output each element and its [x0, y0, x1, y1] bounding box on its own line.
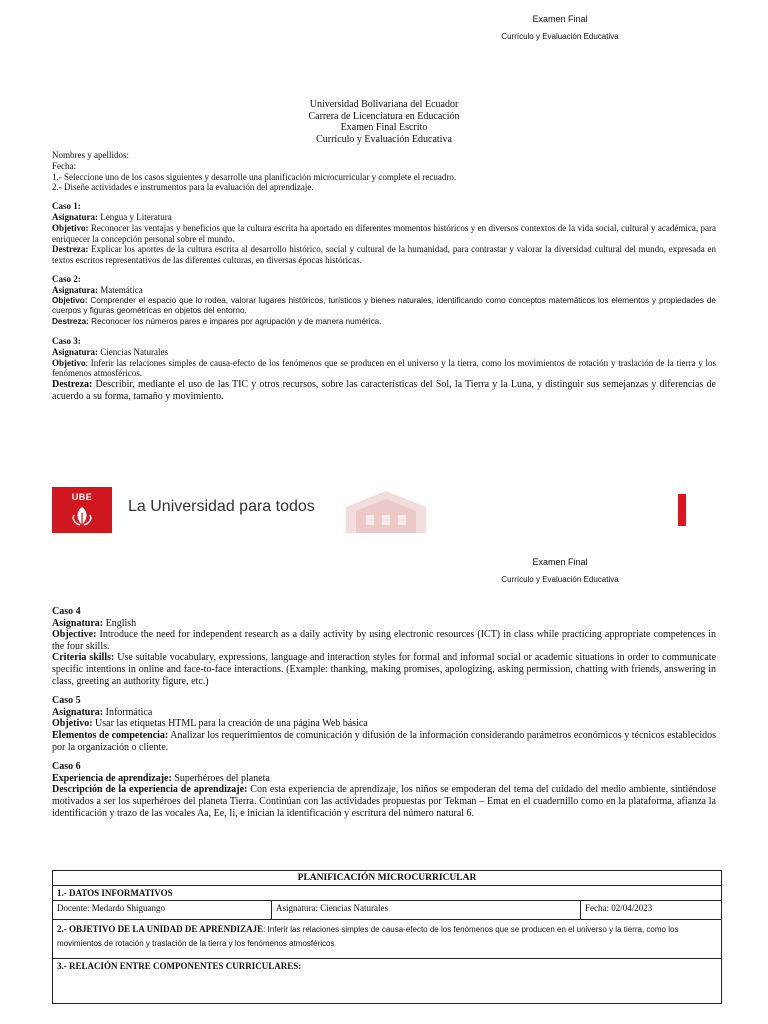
date-field-label: Fecha:: [52, 160, 76, 171]
header-course-label: Currículo y Evaluación Educativa: [501, 575, 619, 584]
exam-name: Examen Final Escrito: [340, 122, 428, 133]
skill-text: Describir, mediante el uso de las TIC y otros recursos, sobre las características del Sol, la Tierra y la Luna, y distinguir sus semejanzas y diferencias de acuerdo a su forma, tamaño y movimiento.: [52, 379, 716, 402]
ube-logo: [52, 487, 112, 533]
building-graphic-icon: [326, 487, 446, 533]
section-3-heading: 3.- RELACIÓN ENTRE COMPONENTES CURRICULARES:: [57, 961, 302, 971]
subject-value: English: [103, 617, 137, 629]
names-field-label: Nombres y apellidos:: [52, 150, 129, 160]
course-name: Currículo y Evaluación Educativa: [316, 133, 452, 145]
subject-label: Asignatura:: [52, 617, 104, 629]
career-name: Carrera de Licenciatura en Educación: [308, 110, 460, 122]
experience-label: Experiencia de aprendizaje:: [52, 772, 172, 784]
subject-value: Informática: [103, 706, 153, 718]
description-text: Con esta experiencia de aprendizaje, los niños se empoderan del tema del cuidado del medio ambiente, sintiéndose motivados a ser los superhéroes del planeta Tierra. Continúan con las actividades propuestas por Tekman – Emat en el cuadernillo como en la plataforma, afianza la identificación y trazo de las vocales Aa, Ee, Ii, e inician la identificación y escritura del número natural 6.: [52, 784, 716, 819]
university-name: Universidad Bolivariana del Ecuador: [309, 99, 459, 110]
case-6: [52, 761, 716, 819]
section-2-heading: 2.- OBJETIVO DE LA UNIDAD DE APRENDIZAJE: [57, 924, 264, 934]
objective-label: Objective:: [52, 629, 97, 641]
subject-value: Ciencias Naturales: [98, 346, 168, 357]
table-row: [53, 871, 722, 886]
case-title: Caso 4: [52, 606, 81, 617]
skill-text: Reconocer los números pares e impares por agrupación y de manera numérica.: [88, 317, 382, 327]
subject-label: Asignatura:: [52, 346, 99, 357]
objective-label: Objetivo:: [52, 718, 93, 730]
objective-text: Introduce the need for independent research as a daily activity by using electronic resources (ICT) in class while practicing appropriate competences in the four skills.: [52, 629, 716, 652]
section-2-text: : Inferir las relaciones simples de causa-efecto de los fenómenos que se producen en el universo y la tierra, como los movimientos de rotación y traslación de la tierra y los fenómenos atmosféricos: [57, 925, 679, 948]
table-row: [53, 901, 722, 920]
objective-text: Usar las etiquetas HTML para la creación de una página Web básica: [92, 718, 368, 730]
case-title: Caso 1:: [52, 201, 81, 212]
header-exam-label: Examen Final: [532, 14, 588, 24]
table-title: PLANIFICACIÓN MICROCURRICULAR: [53, 871, 722, 886]
objective-label: Objetivo:: [52, 295, 88, 305]
cases-block-2: [52, 606, 716, 819]
table-row: [53, 959, 722, 1004]
case-5: [52, 695, 716, 753]
elements-label: Elementos de competencia:: [52, 729, 169, 741]
page-header: [490, 13, 630, 43]
case-3: [52, 336, 716, 402]
subject-value: Lengua y Literatura: [98, 211, 172, 222]
objective-text: Reconocer las ventajas y beneficios que la cultura escrita ha aportado en diferentes momentos históricos y en diversos contextos de la vida social, cultural y académica, para enriquecer la concepción personal sobre el mundo.: [52, 222, 716, 244]
subject-label: Asignatura:: [52, 211, 99, 222]
subject-label: Asignatura:: [52, 284, 99, 295]
subject-cell: Asignatura: Ciencias Naturales: [272, 901, 581, 920]
skill-label: Destreza:: [52, 379, 93, 391]
case-4: [52, 606, 716, 687]
section-1-heading: 1.- DATOS INFORMATIVOS: [53, 886, 722, 901]
document-heading: [0, 99, 768, 145]
skill-label: Destreza:: [52, 244, 89, 255]
criteria-label: Criteria skills:: [52, 652, 115, 664]
page-header-2: [490, 556, 630, 586]
red-accent-bar: [678, 494, 686, 526]
objective-text: : Inferir las relaciones simples de causa-efecto de los fenómenos que se producen en el universo y la tierra, como los movimientos de rotación y traslación de la tierra y los fenómenos atmosféricos.: [52, 357, 716, 379]
slogan: La Universidad para todos: [128, 498, 315, 515]
case-title: Caso 6: [52, 761, 81, 773]
university-banner: [52, 487, 688, 533]
case-title: Caso 2:: [52, 273, 81, 284]
planning-table: [52, 870, 722, 1004]
teacher-cell: Docente: Medardo Shiguango: [53, 901, 272, 920]
subject-value: Matemática: [98, 284, 143, 295]
case-1: [52, 201, 716, 266]
instructions-block: [52, 150, 716, 402]
case-title: Caso 5: [52, 695, 81, 707]
section-3-cell: [53, 959, 722, 1004]
header-course-label: Currículo y Evaluación Educativa: [501, 32, 619, 41]
case-2: [52, 274, 716, 328]
header-exam-label: Examen Final: [532, 557, 588, 567]
subject-label: Asignatura:: [52, 706, 104, 718]
instruction-item-2: 2.- Diseñe actividades e instrumentos para la evaluación del aprendizaje.: [52, 182, 314, 193]
experience-value: Superhéroes del planeta: [171, 772, 270, 784]
table-row: [53, 920, 722, 959]
leaf-emblem-icon: [52, 487, 112, 533]
section-2-cell: [53, 920, 722, 959]
objective-label: Objetivo:: [52, 222, 89, 233]
skill-text: Explicar los aportes de la cultura escrita al desarrollo histórico, social y cultural de la humanidad, para contrastar y valorar la diversidad cultural del mundo, expresada en textos escritos representativos de las diferentes culturas, en diversas épocas históricas.: [52, 244, 716, 266]
objective-label: Objetivo: [52, 357, 86, 368]
skill-label: Destreza:: [52, 317, 89, 327]
description-label: Descripción de la experiencia de aprendizaje:: [52, 784, 248, 796]
criteria-text: Use suitable vocabulary, expressions, language and interaction styles for formal and informal social or academic situations in order to communicate specific intentions in online and face-to-face interactions. (Example: thanking, making promises, apologizing, asking permission, chatting with friends, answering in class, greeting an authority figure, etc.): [52, 652, 717, 687]
instruction-item-1: 1.- Seleccione uno de los casos siguientes y desarrolle una planificación microcurricular y complete el recuadro.: [52, 171, 457, 182]
date-cell: Fecha: 02/04/2023: [581, 901, 722, 920]
objective-text: Comprender el espacio que lo rodea, valorar lugares históricos, turísticos y bienes naturales, identificando como conceptos matemáticos los elementos y propiedades de cuerpos y figuras geométricas en objetos del entorno.: [52, 295, 716, 316]
elements-text: Analizar los requerimientos de comunicación y difusión de la información considerando parámetros económicos y técnicos establecidos por la organización o cliente.: [52, 729, 716, 753]
case-title: Caso 3:: [52, 335, 81, 346]
table-row: [53, 886, 722, 901]
logo-text: UBE: [71, 492, 93, 502]
